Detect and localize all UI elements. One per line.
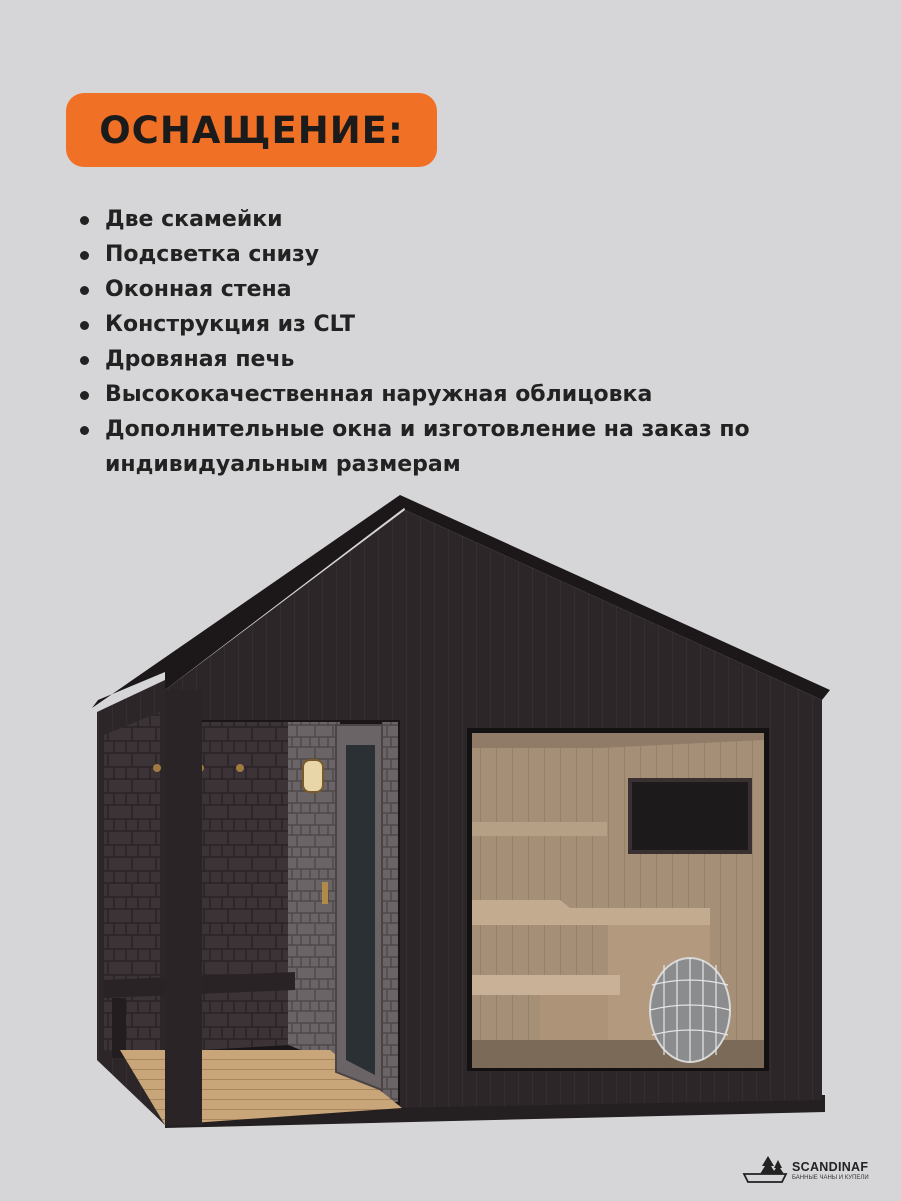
tree-tub-icon xyxy=(742,1154,788,1186)
feature-text: Дополнительные окна и изготовление на заказ по индивидуальным размерам xyxy=(105,417,750,477)
brand-tagline: БАННЫЕ ЧАНЫ И КУПЕЛИ xyxy=(792,1174,869,1181)
brand-logo xyxy=(742,1150,882,1190)
hook-icon xyxy=(236,764,244,772)
feature-list xyxy=(78,202,838,482)
door-handle xyxy=(322,882,328,904)
brand-name: SCANDINAF xyxy=(792,1159,869,1174)
feature-text: Дровяная печь xyxy=(105,347,295,372)
feature-item xyxy=(78,342,838,377)
bullet-icon xyxy=(80,216,89,225)
bullet-icon xyxy=(80,391,89,400)
feature-item xyxy=(78,202,838,237)
title-badge xyxy=(66,93,437,167)
feature-text: Конструкция из CLT xyxy=(105,312,356,337)
porch-right-panel xyxy=(382,722,398,1102)
bullet-icon xyxy=(80,286,89,295)
interior-window xyxy=(630,780,750,852)
lower-bench xyxy=(472,975,620,995)
bullet-icon xyxy=(80,426,89,435)
feature-text: Оконная стена xyxy=(105,277,292,302)
feature-text: Две скамейки xyxy=(105,207,283,232)
feature-item xyxy=(78,412,838,482)
feature-item xyxy=(78,237,838,272)
sauna-cabin-illustration xyxy=(0,480,901,1201)
hook-icon xyxy=(153,764,161,772)
bullet-icon xyxy=(80,321,89,330)
porch-inner-wall xyxy=(202,722,290,1050)
feature-text: Высококачественная наружная облицовка xyxy=(105,382,653,407)
backrest xyxy=(472,822,607,836)
feature-text: Подсветка снизу xyxy=(105,242,320,267)
porch-post xyxy=(165,690,202,1125)
feature-item xyxy=(78,272,838,307)
bullet-icon xyxy=(80,356,89,365)
page-title: ОСНАЩЕНИЕ: xyxy=(99,108,404,152)
feature-item xyxy=(78,307,838,342)
wall-lamp xyxy=(303,760,323,792)
bullet-icon xyxy=(80,251,89,260)
door-glass xyxy=(346,745,375,1075)
feature-item xyxy=(78,377,838,412)
porch-bench-leg xyxy=(112,998,126,1058)
